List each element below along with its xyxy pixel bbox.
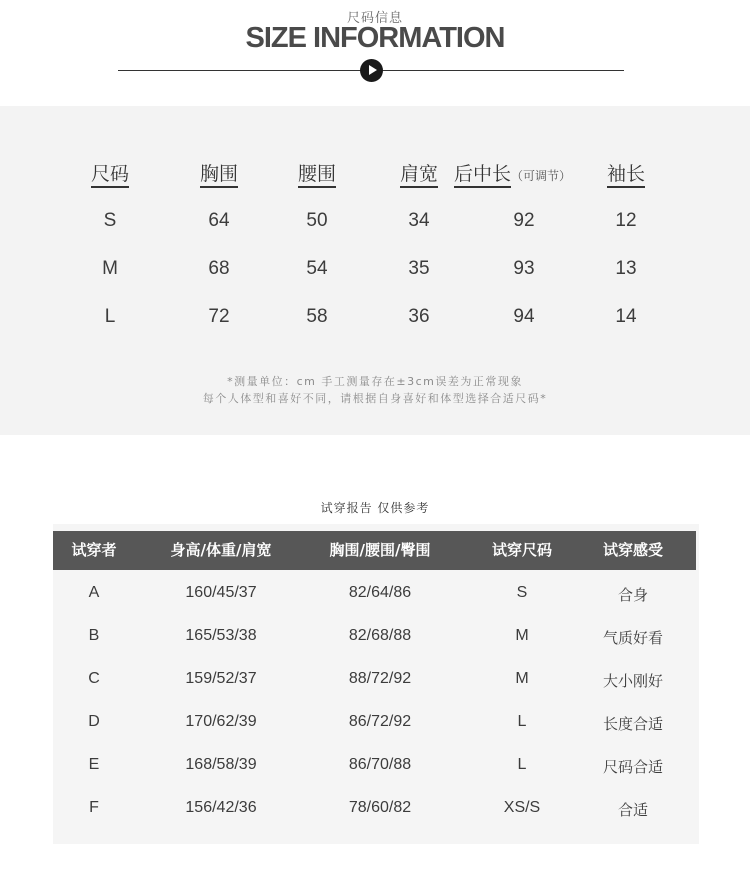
fit-advice-note: 每个人体型和喜好不同，请根据自身喜好和体型选择合适尺码*	[202, 392, 548, 405]
size-header-size: 尺码	[70, 162, 150, 186]
size-cell-size: S	[103, 210, 117, 231]
try-cell-body: 156/42/36	[185, 799, 257, 816]
try-cell-wearer: E	[88, 756, 100, 773]
try-header-body: 身高/体重/肩宽	[170, 541, 272, 559]
size-cell-bust: 68	[208, 258, 230, 279]
try-header-feel: 试穿感受	[602, 541, 663, 559]
try-cell-feel: 长度合适	[602, 715, 663, 733]
try-cell-feel: 合身	[617, 586, 648, 604]
try-cell-body: 168/58/39	[185, 756, 257, 773]
size-cell-shoulder: 34	[408, 210, 430, 231]
size-cell-size: M	[102, 258, 118, 279]
header	[0, 0, 750, 106]
try-cell-feel: 大小刚好	[602, 672, 663, 690]
try-cell-measure: 78/60/82	[348, 799, 412, 816]
try-cell-size: S	[516, 584, 528, 601]
try-cell-wearer: F	[89, 799, 99, 816]
size-cell-bust: 64	[208, 210, 230, 231]
try-cell-body: 160/45/37	[185, 584, 257, 601]
try-cell-body: 159/52/37	[185, 670, 257, 687]
try-cell-wearer: A	[88, 584, 100, 601]
size-cell-waist: 54	[306, 258, 328, 279]
play-icon	[360, 59, 383, 82]
size-cell-sleeve: 12	[615, 210, 637, 231]
try-cell-feel: 合适	[617, 801, 648, 819]
try-cell-size: XS/S	[503, 799, 541, 816]
try-header-wearer: 试穿者	[71, 541, 117, 559]
try-cell-measure: 88/72/92	[348, 670, 412, 687]
try-cell-measure: 82/64/86	[348, 584, 412, 601]
try-cell-size: M	[515, 627, 529, 644]
size-cell-length: 92	[513, 210, 535, 231]
size-header-waist: 腰围	[277, 162, 357, 186]
try-cell-wearer: C	[88, 670, 100, 687]
size-cell-size: L	[104, 306, 116, 327]
size-cell-shoulder: 35	[408, 258, 430, 279]
size-cell-sleeve: 14	[615, 306, 637, 327]
adjustable-note: （可调节）	[511, 169, 572, 183]
try-header-size: 试穿尺码	[491, 541, 552, 559]
size-header-shoulder: 肩宽	[379, 162, 459, 186]
section-title: SIZE INFORMATION	[245, 22, 505, 54]
size-cell-waist: 50	[306, 210, 328, 231]
try-cell-size: M	[515, 670, 529, 687]
try-cell-body: 165/53/38	[185, 627, 257, 644]
try-cell-measure: 82/68/88	[348, 627, 412, 644]
size-header-bust: 胸围	[179, 162, 259, 186]
size-header-sleeve: 袖长	[586, 162, 666, 186]
try-cell-wearer: B	[88, 627, 100, 644]
try-cell-feel: 尺码合适	[602, 758, 663, 776]
size-cell-shoulder: 36	[408, 306, 430, 327]
try-cell-body: 170/62/39	[185, 713, 257, 730]
try-cell-measure: 86/70/88	[348, 756, 412, 773]
size-cell-length: 93	[513, 258, 535, 279]
try-header-measure: 胸围/腰围/臀围	[329, 541, 431, 559]
measurement-note: *测量单位：cm 手工测量存在±3cm误差为正常现象	[227, 375, 523, 388]
try-cell-wearer: D	[88, 713, 100, 730]
try-cell-feel: 气质好看	[602, 629, 663, 647]
size-cell-sleeve: 13	[615, 258, 637, 279]
size-cell-waist: 58	[306, 306, 328, 327]
section-subtitle: 尺码信息	[346, 11, 403, 26]
try-cell-size: L	[517, 713, 527, 730]
try-cell-size: L	[517, 756, 527, 773]
size-cell-length: 94	[513, 306, 535, 327]
size-cell-bust: 72	[208, 306, 230, 327]
try-report-title: 试穿报告 仅供参考	[320, 501, 430, 515]
try-cell-measure: 86/72/92	[348, 713, 412, 730]
size-header-length: 后中长（可调节）	[454, 162, 594, 186]
